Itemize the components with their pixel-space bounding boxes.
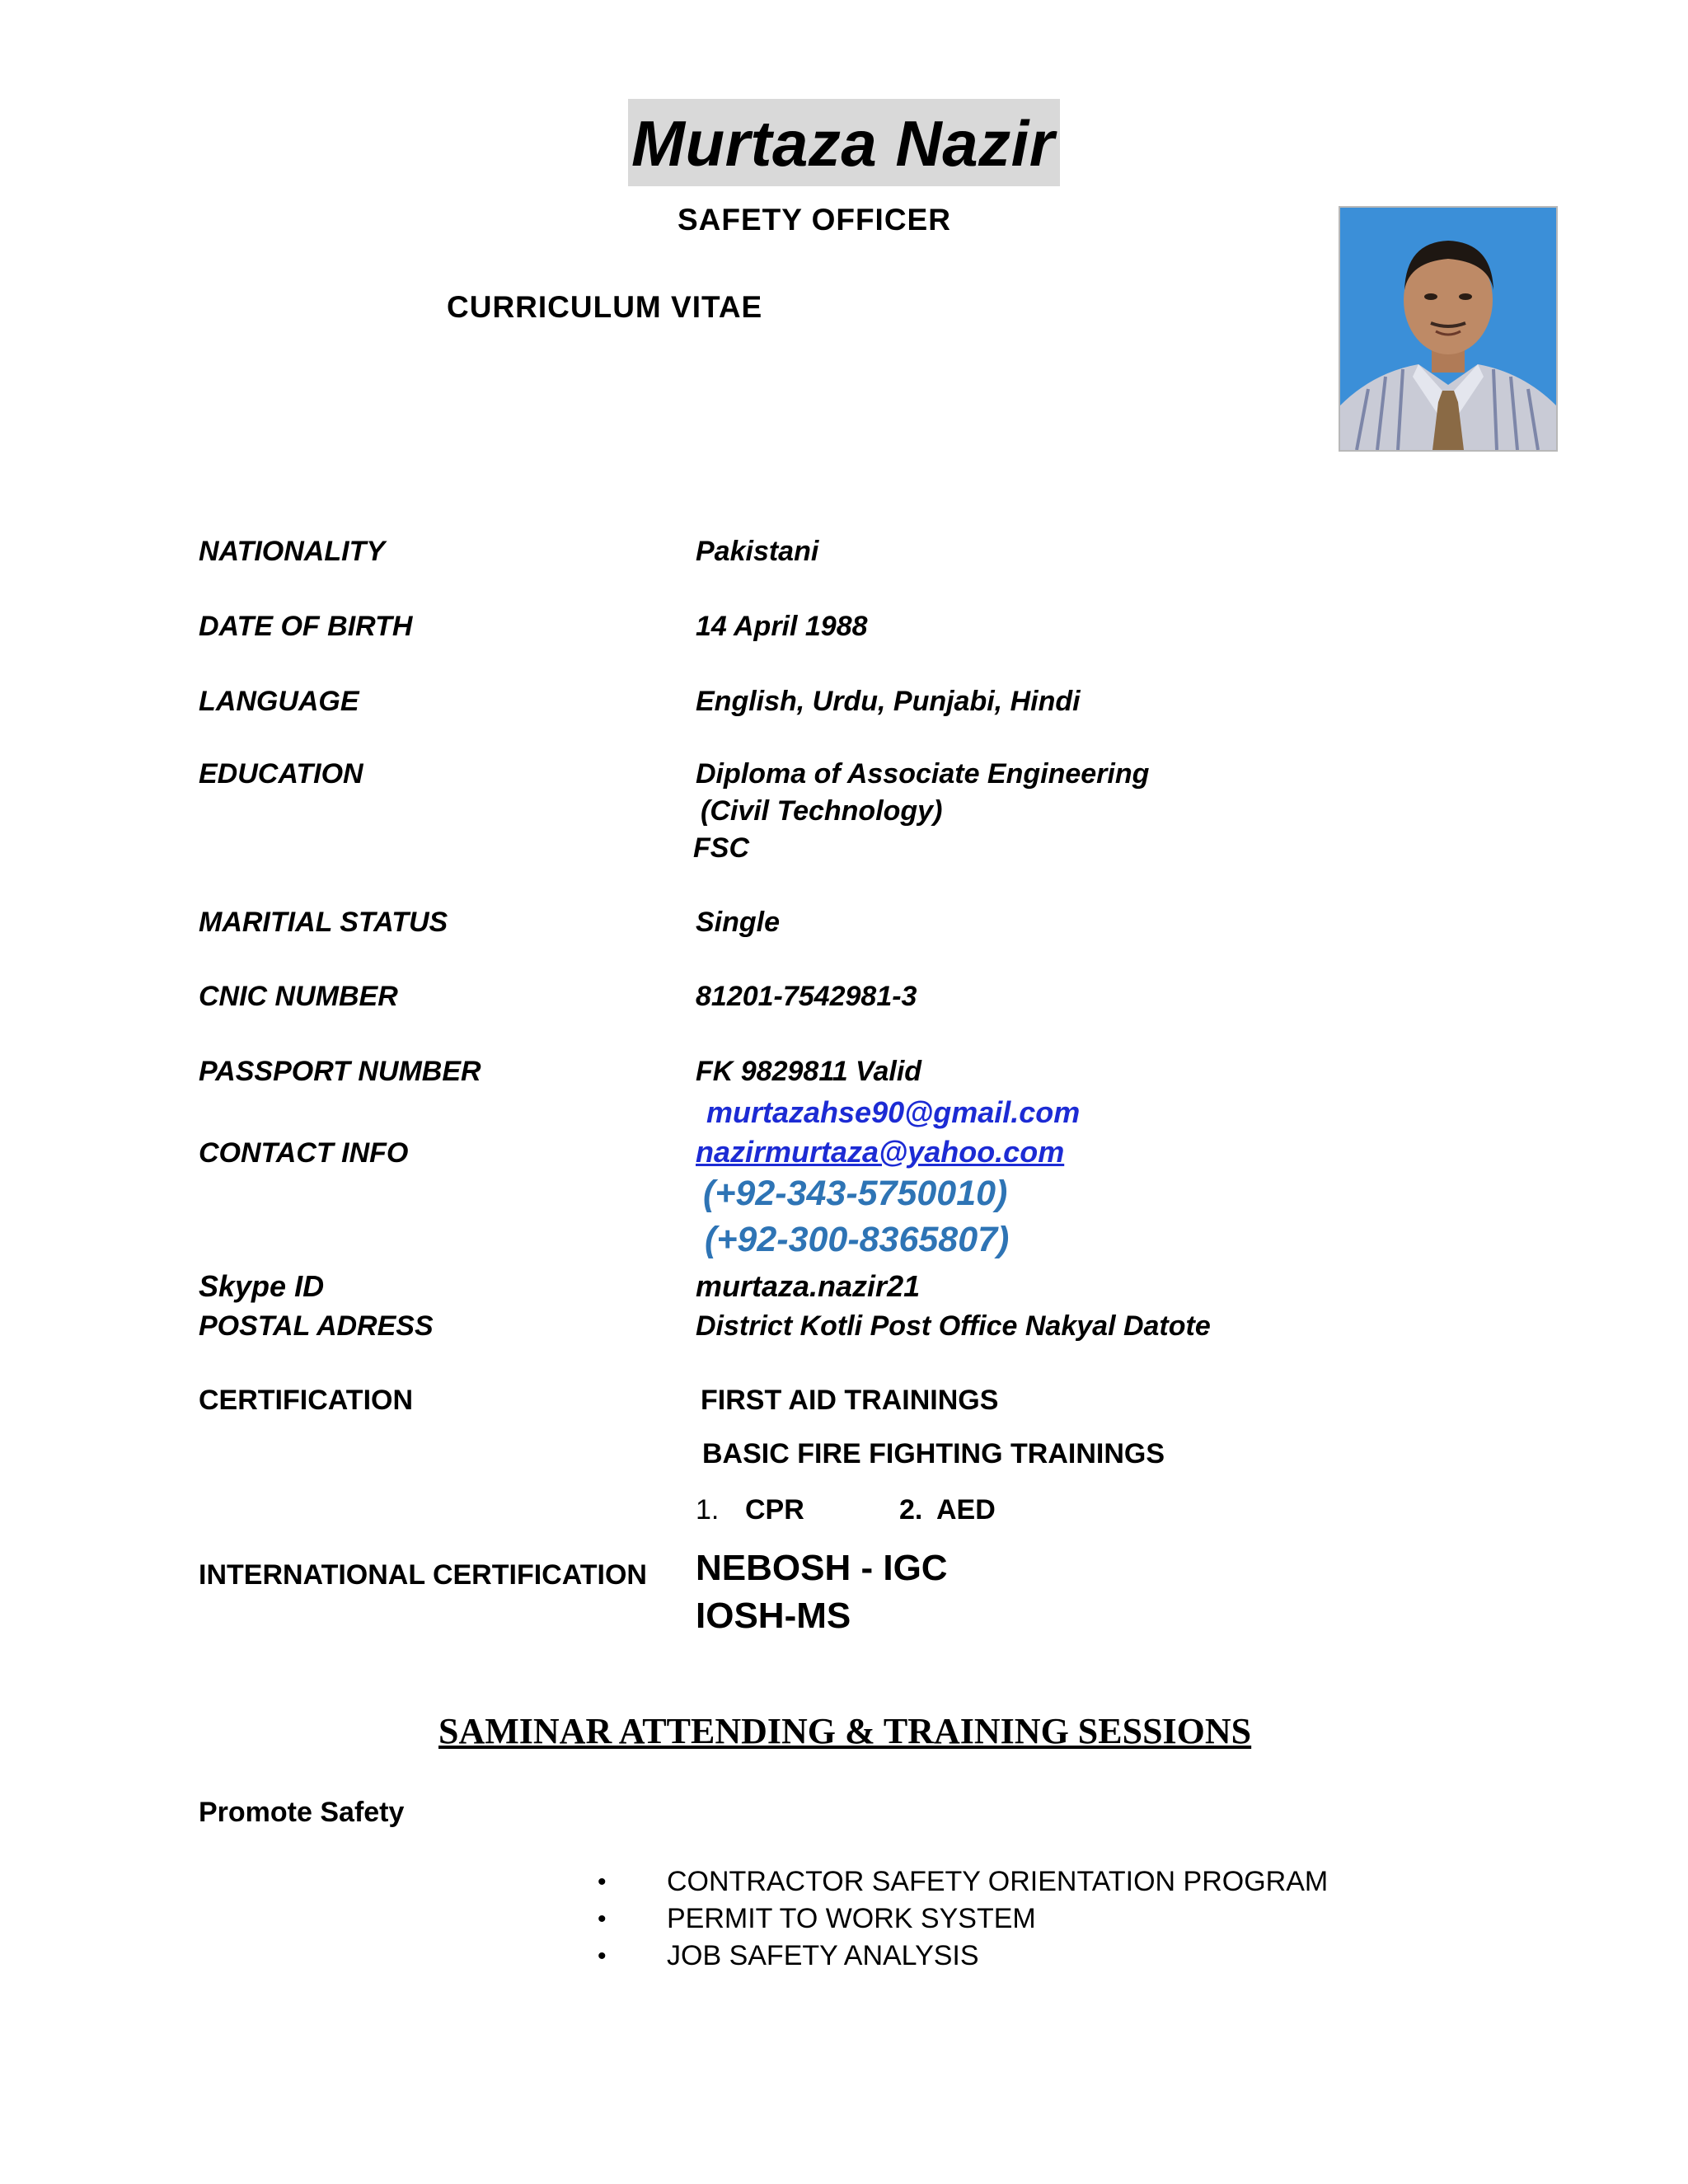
seminars-heading: SAMINAR ATTENDING & TRAINING SESSIONS xyxy=(438,1711,1252,1751)
cert-sub-2-number: 2. xyxy=(899,1494,923,1526)
list-item xyxy=(598,1903,1036,1935)
list-item-text: CONTRACTOR SAFETY ORIENTATION PROGRAM xyxy=(667,1866,1329,1897)
bullet-icon: • xyxy=(598,1868,607,1896)
international-cert-label: INTERNATIONAL CERTIFICATION xyxy=(199,1559,647,1591)
phone-1: (+92-343-5750010) xyxy=(703,1174,1008,1213)
list-item xyxy=(598,1940,979,1972)
postal-label: POSTAL ADRESS xyxy=(199,1310,434,1342)
promote-safety-subheading: Promote Safety xyxy=(199,1797,405,1828)
cnic-label: CNIC NUMBER xyxy=(199,981,398,1012)
document-title: CURRICULUM VITAE xyxy=(447,290,763,324)
phone-2: (+92-300-8365807) xyxy=(705,1220,1010,1259)
cert-sub-1-text: CPR xyxy=(745,1494,804,1526)
education-label: EDUCATION xyxy=(199,758,363,790)
list-item xyxy=(598,1866,1328,1898)
portrait-icon xyxy=(1340,208,1556,450)
marital-value: Single xyxy=(696,907,781,938)
language-label: LANGUAGE xyxy=(199,686,359,717)
candidate-name: Murtaza Nazir xyxy=(631,107,1055,180)
job-title: SAFETY OFFICER xyxy=(678,203,951,237)
bullet-icon: • xyxy=(598,1905,607,1933)
postal-value: District Kotli Post Office Nakyal Datote xyxy=(696,1310,1211,1342)
cnic-value: 81201-7542981-3 xyxy=(696,981,917,1012)
portrait-photo xyxy=(1339,206,1558,452)
certification-first-aid: FIRST AID TRAININGS xyxy=(701,1385,999,1416)
marital-label: MARITIAL STATUS xyxy=(199,907,448,938)
education-line-1: Diploma of Associate Engineering xyxy=(696,758,1150,790)
iosh-ms: IOSH-MS xyxy=(696,1596,851,1636)
email-gmail[interactable]: murtazahse90@gmail.com xyxy=(706,1095,1081,1129)
certification-label: CERTIFICATION xyxy=(199,1385,414,1416)
list-item-text: JOB SAFETY ANALYSIS xyxy=(667,1940,979,1971)
skype-value: murtaza.nazir21 xyxy=(696,1269,921,1303)
passport-value: FK 9829811 Valid xyxy=(696,1056,922,1087)
nationality-value: Pakistani xyxy=(696,536,819,567)
dob-value: 14 April 1988 xyxy=(696,611,868,642)
email-yahoo-link[interactable]: nazirmurtaza@yahoo.com xyxy=(696,1135,1065,1169)
list-item-text: PERMIT TO WORK SYSTEM xyxy=(667,1903,1036,1934)
cert-sub-2-text: AED xyxy=(936,1494,996,1526)
education-line-2: (Civil Technology) xyxy=(701,795,943,827)
skype-label: Skype ID xyxy=(199,1269,325,1303)
passport-label: PASSPORT NUMBER xyxy=(199,1056,481,1087)
nationality-label: NATIONALITY xyxy=(199,536,386,567)
certification-fire-fighting: BASIC FIRE FIGHTING TRAININGS xyxy=(702,1438,1165,1469)
contact-label: CONTACT INFO xyxy=(199,1137,409,1169)
cert-sub-1-number: 1. xyxy=(696,1494,720,1526)
dob-label: DATE OF BIRTH xyxy=(199,611,413,642)
bullet-icon: • xyxy=(598,1942,607,1970)
language-value: English, Urdu, Punjabi, Hindi xyxy=(696,686,1081,717)
nebosh-igc: NEBOSH - IGC xyxy=(696,1548,948,1588)
education-line-3: FSC xyxy=(693,832,749,864)
